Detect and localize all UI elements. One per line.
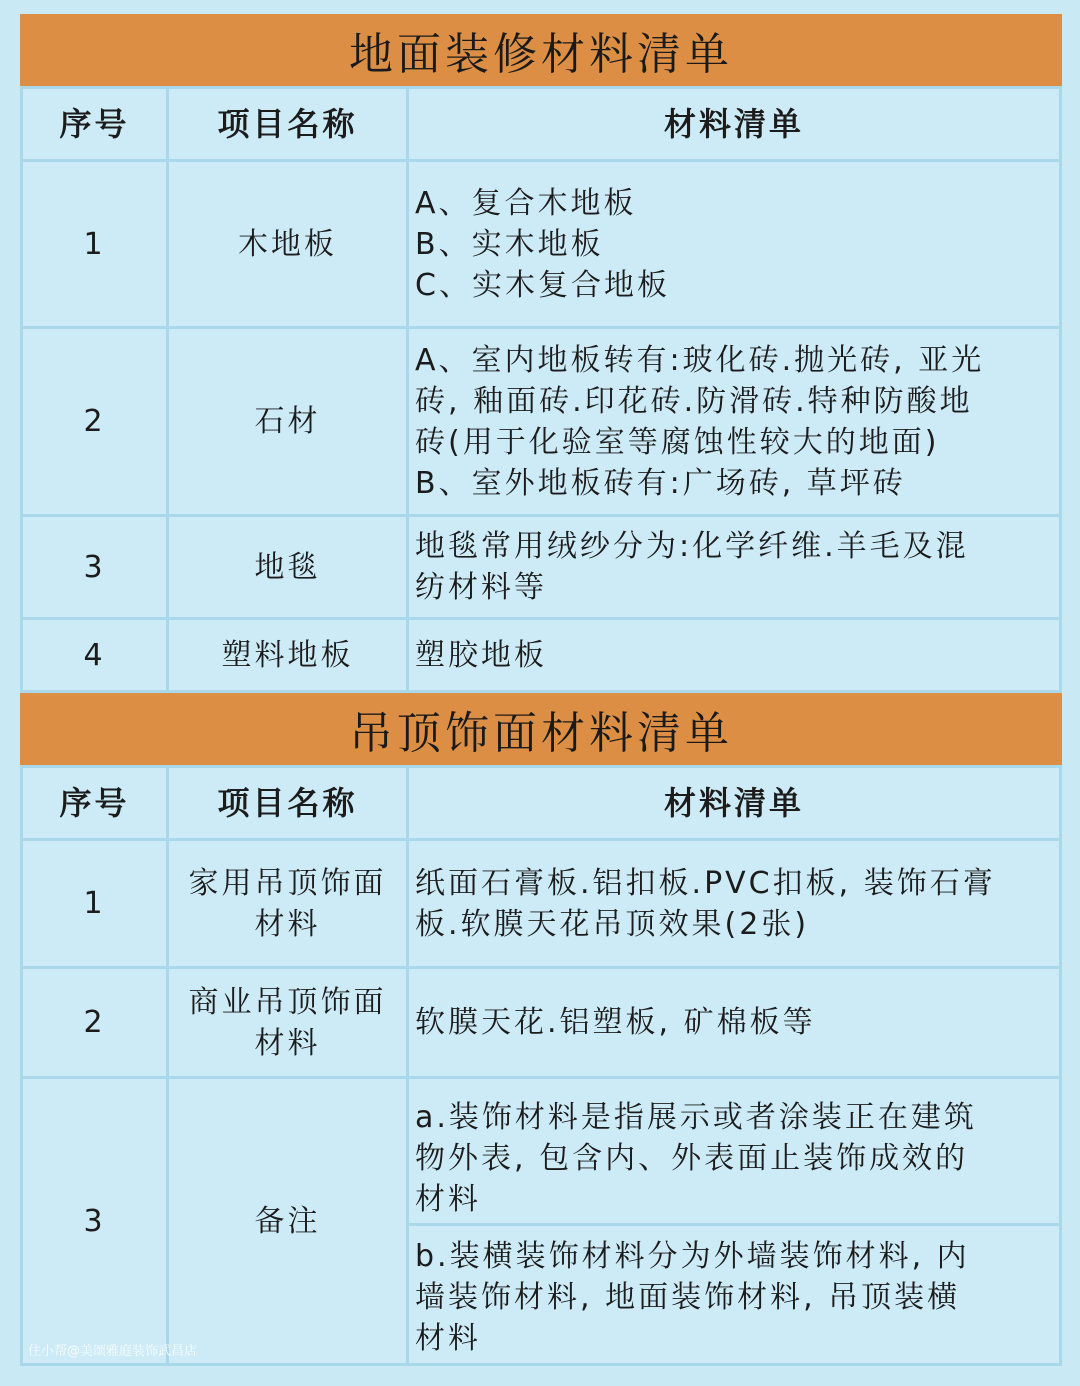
note-a [409, 1079, 1059, 1223]
floor-materials-table [20, 86, 1062, 693]
list-line: 塑胶地板 [415, 637, 547, 673]
header-list: 材料清单 [408, 767, 1061, 840]
table-header-row [22, 767, 1061, 840]
name-line: 材料 [254, 906, 321, 942]
row-name [168, 968, 408, 1078]
row-list [408, 968, 1061, 1078]
row-seq: 2 [22, 968, 168, 1078]
row-seq: 3 [22, 516, 168, 619]
row-name: 木地板 [168, 161, 408, 328]
name-line: 材料 [254, 1025, 321, 1061]
header-name: 项目名称 [168, 88, 408, 161]
list-line: 板.软膜天花吊顶效果(2张) [415, 906, 810, 942]
list-line: 材料 [415, 1182, 481, 1217]
table-row [22, 161, 1061, 328]
row-name [168, 840, 408, 968]
list-line: A、复合木地板 [415, 185, 637, 221]
ceiling-materials-table [20, 765, 1062, 1366]
material-list-sheet [20, 14, 1062, 1366]
header-seq: 序号 [22, 88, 168, 161]
list-line: B、室外地板砖有:广场砖, 草坪砖 [415, 465, 906, 501]
table-row [22, 1078, 1061, 1365]
list-line: A、室内地板转有:玻化砖.抛光砖, 亚光 [415, 342, 985, 378]
row-list [408, 161, 1061, 328]
list-line: a.装饰材料是指展示或者涂装正在建筑 [415, 1100, 977, 1135]
list-line: 墙装饰材料, 地面装饰材料, 吊顶装横 [415, 1280, 961, 1315]
header-seq: 序号 [22, 767, 168, 840]
row-seq: 4 [22, 619, 168, 692]
row-seq: 3 [22, 1078, 168, 1365]
table1-title: 地面装修材料清单 [20, 14, 1062, 86]
list-line: C、实木复合地板 [415, 267, 670, 303]
note-b [409, 1223, 1059, 1363]
row-list [408, 1078, 1061, 1365]
list-line: 材料 [415, 1321, 481, 1356]
list-line: 砖(用于化验室等腐蚀性较大的地面) [415, 424, 940, 460]
row-seq: 2 [22, 328, 168, 516]
header-list: 材料清单 [408, 88, 1061, 161]
table-header-row [22, 88, 1061, 161]
row-list [408, 619, 1061, 692]
row-name: 石材 [168, 328, 408, 516]
list-line: 物外表, 包含内、外表面止装饰成效的 [415, 1141, 969, 1176]
name-line: 家用吊顶饰面 [188, 865, 387, 901]
row-list [408, 840, 1061, 968]
table-row [22, 840, 1061, 968]
table2-title: 吊顶饰面材料清单 [20, 693, 1062, 765]
row-seq: 1 [22, 840, 168, 968]
row-list [408, 328, 1061, 516]
list-line: 纸面石膏板.铝扣板.PVC扣板, 装饰石膏 [415, 865, 996, 901]
name-line: 商业吊顶饰面 [188, 984, 387, 1020]
row-name: 备注 [168, 1078, 408, 1365]
table-row [22, 516, 1061, 619]
list-line: b.装横装饰材料分为外墙装饰材料, 内 [415, 1239, 970, 1274]
watermark: 住小帮@美颂雅庭装饰武昌店 [28, 1344, 198, 1359]
table-row [22, 619, 1061, 692]
list-line: 软膜天花.铝塑板, 矿棉板等 [415, 1005, 816, 1040]
list-line: 纺材料等 [415, 570, 547, 605]
list-line: 砖, 釉面砖.印花砖.防滑砖.特种防酸地 [415, 383, 973, 419]
row-list [408, 516, 1061, 619]
row-name: 地毯 [168, 516, 408, 619]
row-name: 塑料地板 [168, 619, 408, 692]
table-row [22, 968, 1061, 1078]
row-seq: 1 [22, 161, 168, 328]
table-row [22, 328, 1061, 516]
list-line: B、实木地板 [415, 226, 604, 262]
list-line: 地毯常用绒纱分为:化学纤维.羊毛及混 [415, 529, 969, 564]
header-name: 项目名称 [168, 767, 408, 840]
